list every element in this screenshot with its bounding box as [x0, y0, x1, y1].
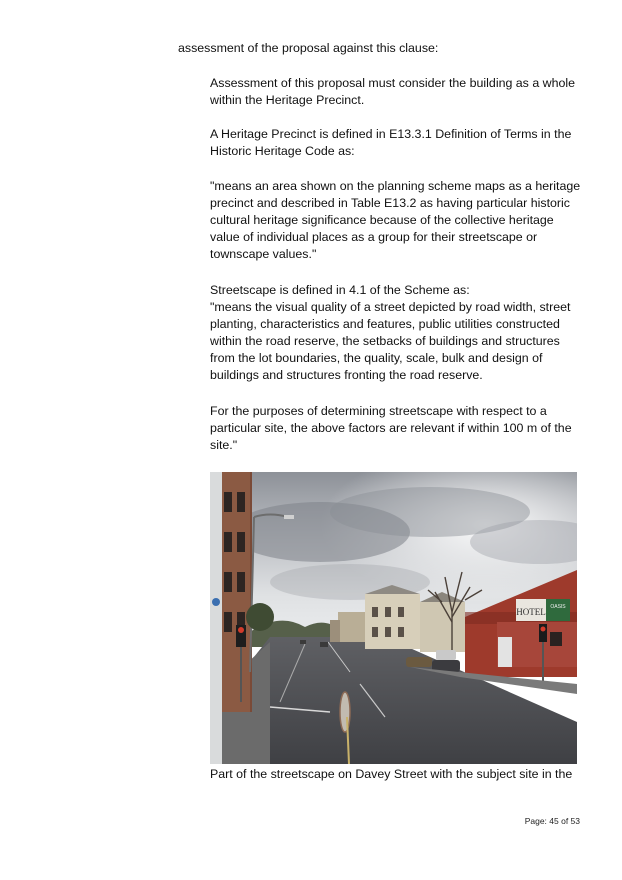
paragraph-streetscape-purposes: For the purposes of determining streetscape with respect to a particular site, the above factors are relevant if within 100 m of the site.": [210, 404, 572, 452]
hotel-sign: HOTEL: [516, 607, 546, 617]
oasis-sign: OASIS: [550, 604, 566, 610]
paragraph-assessment: Assessment of this proposal must consider the building as a whole within the Heritage Precinct.: [210, 76, 576, 107]
paragraph-streetscape-heading: Streetscape is defined in 4.1 of the Scheme as:: [210, 283, 470, 297]
page-number: Page: 45 of 53: [524, 816, 580, 826]
intro-text: assessment of the proposal against this clause:: [178, 41, 439, 55]
paragraph-streetscape-quote: "means the visual quality of a street depicted by road width, street planting, characteristics and features, public utilities constructed within the road reserve, the setbacks of buildings and structures from the lot boundaries, the quality, scale, bulk and design of buildings and structures fronting the road reserve.: [210, 300, 571, 382]
paragraph-heritage-definition: A Heritage Precinct is defined in E13.3.1 Definition of Terms in the Historic Heritage Code as:: [210, 127, 572, 158]
streetscape-photo-illustration: [210, 472, 577, 764]
streetscape-photo: [210, 472, 577, 764]
photo-caption: Part of the streetscape on Davey Street with the subject site in the: [210, 767, 573, 781]
paragraph-heritage-quote: "means an area shown on the planning scheme maps as a heritage precinct and described in Table E13.2 as having particular historic cultural heritage significance because of the collective heritage value of individual places as a group for their streetscape or townscape values.": [210, 179, 581, 261]
